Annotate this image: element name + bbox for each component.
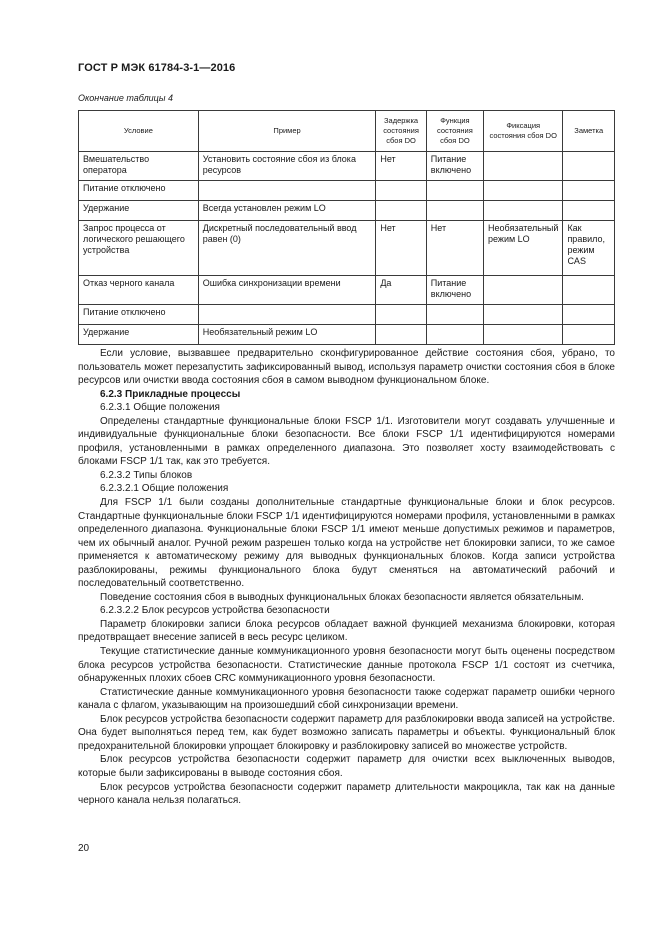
table-cell [426,325,483,345]
table-row [79,305,615,325]
table-cell: Дискретный последовательный ввод равен (0) [198,221,376,276]
table-cell: Питание отключено [79,181,199,201]
table-cell [563,201,615,221]
body-text [78,347,615,808]
table-cell [376,201,426,221]
table-cell [563,325,615,345]
table-cell: Отказ черного канала [79,276,199,305]
table-row [79,181,615,201]
table-cell [426,305,483,325]
table-cell [376,305,426,325]
table-cell [198,181,376,201]
table-cell [484,276,563,305]
table-caption: Окончание таблицы 4 [78,93,173,103]
subsection-heading: 6.2.3.1 Общие положения [100,402,220,414]
column-header: Фиксация состояния сбоя DO [484,111,563,152]
table-cell: Удержание [79,325,199,345]
table-cell: Нет [376,152,426,181]
table-cell: Нет [426,221,483,276]
table-row [79,152,615,181]
table-cell: Питание включено [426,152,483,181]
paragraph: Параметр блокировки записи блока ресурсов обладает важной функцией механизма блокировки, которая предотвращает внесение записей в весь ресурс целиком. [78,618,615,644]
paragraph: Блок ресурсов устройства безопасности содержит параметр для очистки всех выключенных выводов, которые были зафиксированы в выводе состояния сбоя. [78,754,615,779]
table-cell: Всегда установлен режим LO [198,201,376,221]
table-cell [484,201,563,221]
paragraph: Текущие статистические данные коммуникационного уровня безопасности могут быть оценены посредством блока ресурсов устройства безопасности. Статистические данные протокола FSCP 1/1 состоят из счетчика, обнаруженных плохих сбоев CRC коммуникационного уровня безопасности. [78,646,615,685]
table-cell: Ошибка синхронизации времени [198,276,376,305]
subsection-heading: 6.2.3.2.1 Общие положения [100,483,229,495]
page-number: 20 [78,843,90,854]
table-cell: Необязательный режим LO [484,221,563,276]
table-cell: Необязательный режим LO [198,325,376,345]
table-cell [563,181,615,201]
paragraph: Поведение состояния сбоя в выводных функциональных блоках безопасности является обязательным. [100,591,584,603]
table-header-row [79,111,615,152]
subsection-heading: 6.2.3.2.2 Блок ресурсов устройства безопасности [100,605,330,617]
paragraph: Определены стандартные функциональные блоки FSCP 1/1. Изготовители могут создавать улучшенные и индивидуальные функциональные блоки безопасности. Все блоки FSCP 1/1 идентифицируются номерами профиля, установленными в рамках определенного диапазона. Это позволяет хосту взаимодействовать с блоками FSCP 1/1 так, как это требуется. [78,415,615,468]
table-cell [563,152,615,181]
table-cell [563,305,615,325]
paragraph: Блок ресурсов устройства безопасности содержит параметр для разблокировки ввода записей на устройстве. Она будет выполняться перед тем, как будет возможно записать параметры и объекты. Функциональный блок предохранительной блокировки упрощает блокировку и разблокировку записей во множестве устройств. [78,713,615,752]
table-cell [426,201,483,221]
column-header: Задержка состояния сбоя DO [376,111,426,152]
table-cell [484,152,563,181]
table-cell: Питание включено [426,276,483,305]
table-row [79,325,615,345]
column-header: Функция состояния сбоя DO [426,111,483,152]
column-header: Заметка [563,111,615,152]
table-cell [484,305,563,325]
table-cell [563,276,615,305]
table-cell: Запрос процесса от логического решающего устройства [79,221,199,276]
subsection-heading: 6.2.3.2 Типы блоков [100,469,193,481]
section-heading: 6.2.3 Прикладные процессы [100,388,241,400]
table-cell: Удержание [79,201,199,221]
table-cell: Установить состояние сбоя из блока ресурсов [198,152,376,181]
table-cell: Нет [376,221,426,276]
document-header: ГОСТ Р МЭК 61784-3-1—2016 [78,62,236,74]
table-cell [376,325,426,345]
table-cell [484,325,563,345]
table-row [79,276,615,305]
table-cell: Питание отключено [79,305,199,325]
table-cell [484,181,563,201]
paragraph: Если условие, вызвавшее предварительно сконфигурированное действие состояния сбоя, убрано, то пользователь может перезапустить зафиксированный вывод, используя параметр очистки состояния сбоя в блоке ресурсов или очистки ввода состояния сбоя в самом выводном функциональном блоке. [78,348,615,387]
table-cell: Вмешательство оператора [79,152,199,181]
paragraph: Статистические данные коммуникационного уровня безопасности также содержат параметр ошибки черного канала с флагом, указывающим на произошедший сбой синхронизации времени. [78,686,615,712]
table-row [79,221,615,276]
table-cell [376,181,426,201]
table-cell: Как правило, режим CAS [563,221,615,276]
fault-state-table [78,110,615,345]
table-cell [426,181,483,201]
column-header: Пример [198,111,376,152]
table-cell [198,305,376,325]
paragraph: Блок ресурсов устройства безопасности содержит параметр длительности макроцикла, так как на данные черного канала нельзя полагаться. [78,781,615,807]
column-header: Условие [79,111,199,152]
table-row [79,201,615,221]
table-cell: Да [376,276,426,305]
paragraph: Для FSCP 1/1 были созданы дополнительные стандартные функциональные блоки и блок ресурсов. Стандартные функциональные блоки FSCP 1/1 идентифицируются номерами профиля, установленными в рамках определенного диапазона. Функциональные блоки FSCP 1/1 имеют меньше допустимых режимов и параметров, чем их обычный аналог. Ручной режим разрешен только когда на устройстве нет блокировки записи, то же самое применяется к автоматическому режиму для выводных функциональных блоков. Когда записи устройства разблокированы, режимы функционального блока будут сменяться на автоматический рабочий и последовательный соответственно. [78,497,615,590]
